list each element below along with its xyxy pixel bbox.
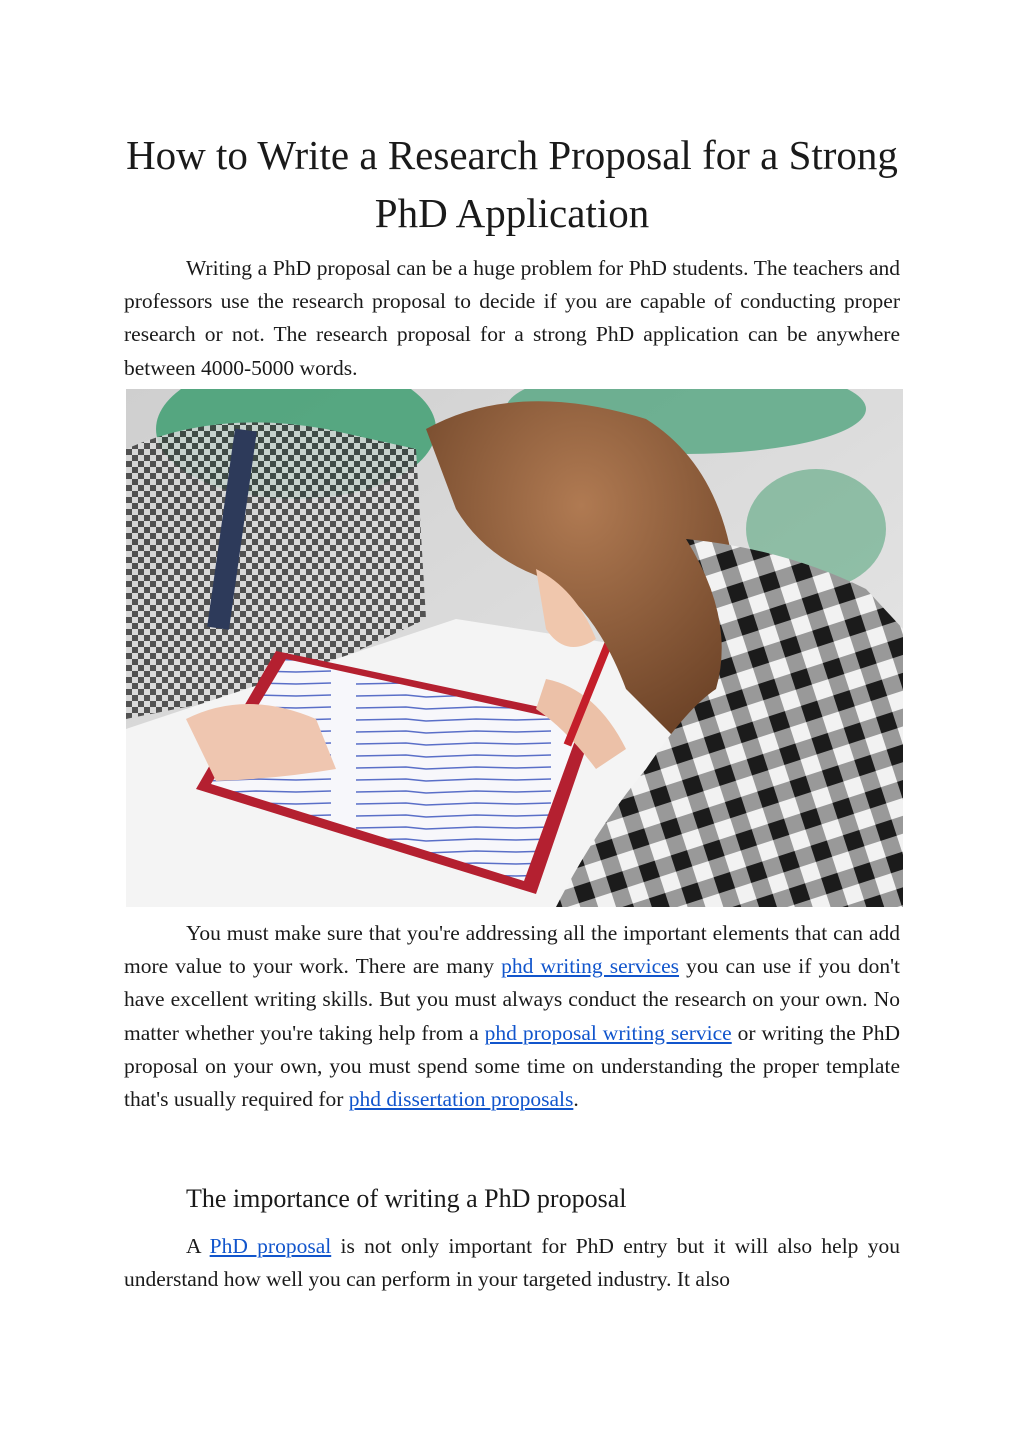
section-heading: The importance of writing a PhD proposal — [186, 1184, 627, 1213]
phd-writing-services-link[interactable]: phd writing services — [501, 954, 680, 979]
text-span: . — [573, 1087, 579, 1112]
student-writing-photo — [126, 389, 903, 907]
phd-proposal-writing-service-link[interactable]: phd proposal writing service — [484, 1020, 732, 1045]
page-title: How to Write a Research Proposal for a Strong PhD Application — [126, 132, 898, 236]
services-paragraph — [124, 917, 900, 1116]
importance-paragraph — [124, 1230, 900, 1296]
text-span: or writing the PhD proposal on your own, you must spend some time on understanding the proper template that's usually required for — [124, 1020, 900, 1112]
phd-proposal-link[interactable]: PhD proposal — [209, 1234, 332, 1258]
text-span: A — [186, 1234, 210, 1258]
text-span: You must make sure that you're addressing all the important elements that can add more value to your work. There are many — [124, 921, 900, 979]
text-span: you can use if you don't have excellent writing skills. But you must always conduct the research on your own. No matter whether you're taking help from a — [124, 954, 900, 1045]
intro-paragraph: Writing a PhD proposal can be a huge problem for PhD students. The teachers and professors use the research proposal to decide if you are capable of conducting proper research or not. The research proposal for a strong PhD application can be anywhere between 4000-5000 words. — [124, 256, 900, 380]
text-span: is not only important for PhD entry but it will also help you understand how well you can perform in your targeted industry. It also — [124, 1234, 900, 1292]
phd-dissertation-proposals-link[interactable]: phd dissertation proposals — [348, 1087, 574, 1112]
